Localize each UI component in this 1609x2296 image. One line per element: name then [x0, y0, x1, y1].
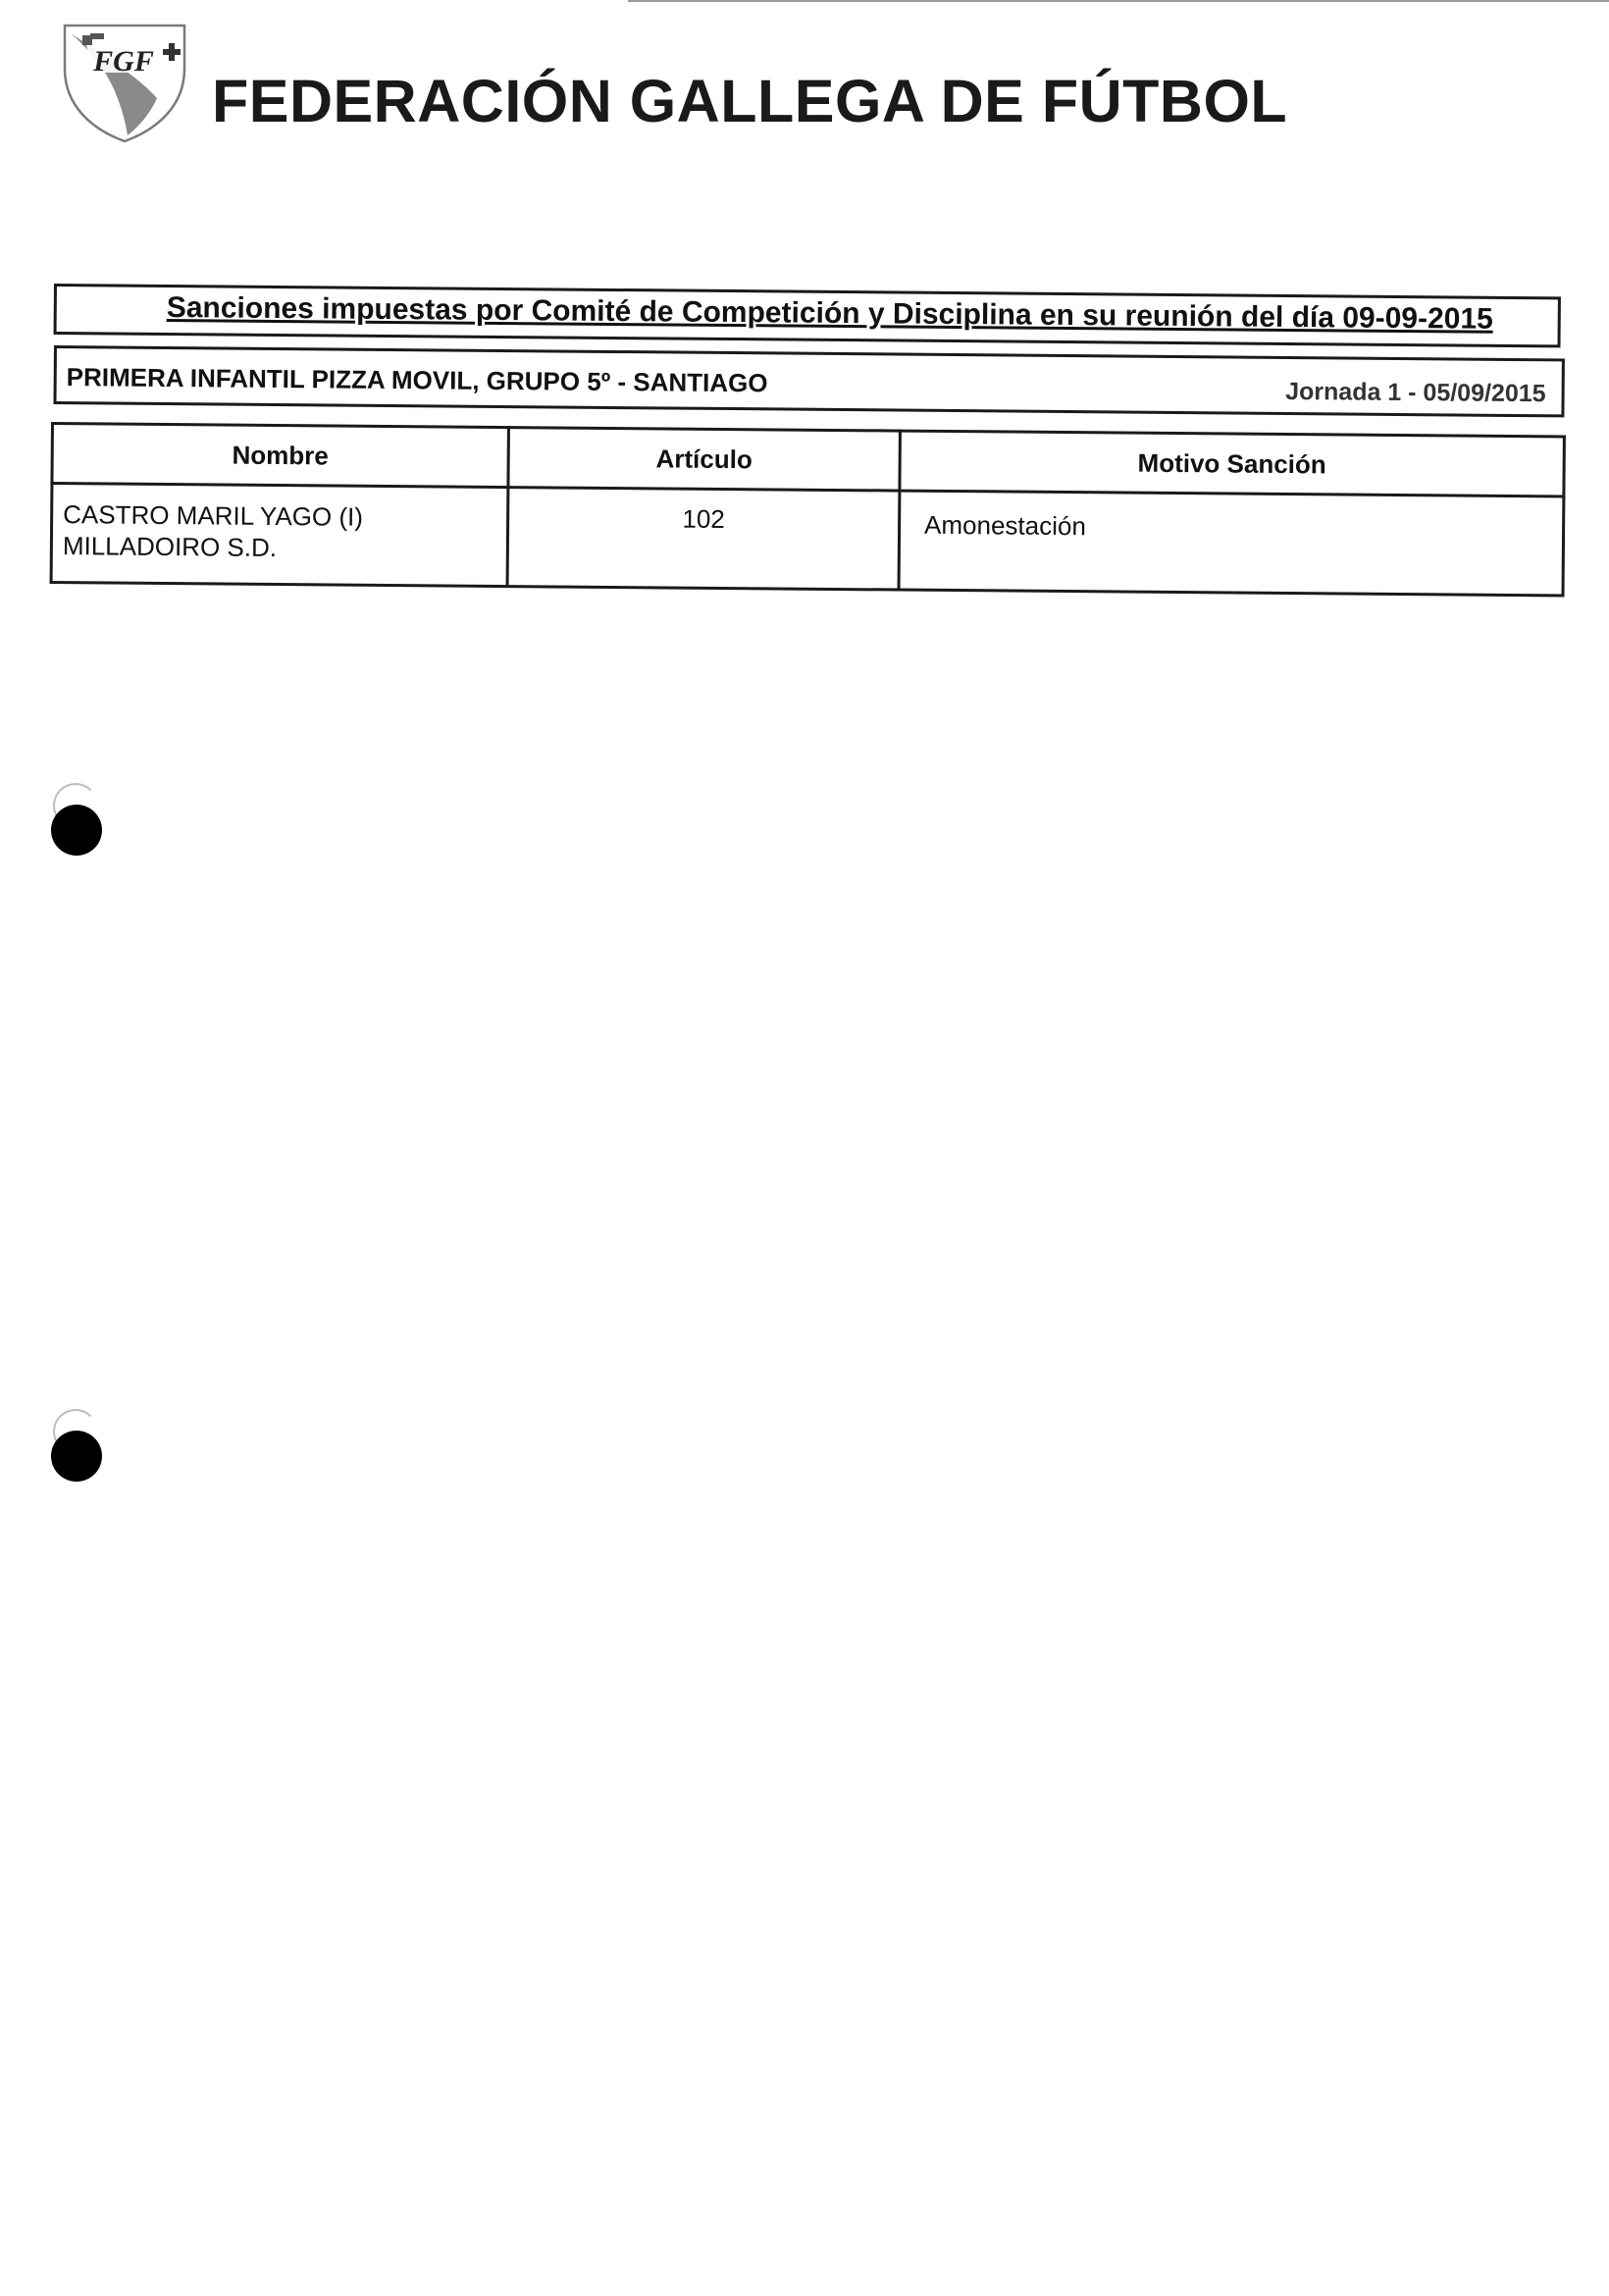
header-articulo: Artículo	[508, 428, 901, 491]
top-edge-rule	[628, 0, 1609, 2]
fgf-logo-icon	[61, 20, 188, 142]
svg-text:FGF: FGF	[93, 45, 154, 78]
meeting-header-box	[54, 284, 1561, 347]
cell-nombre	[51, 484, 508, 587]
club-name: MILLADOIRO S.D.	[62, 531, 278, 563]
sanctions-table	[50, 422, 1566, 597]
punch-hole-lower-icon	[51, 1431, 102, 1482]
cell-motivo: Amonestación	[899, 491, 1564, 596]
meeting-title: Sanciones impuestas por Comité de Competición y Disciplina en su reunión del día 09-09-2015	[166, 291, 1493, 336]
player-name: CASTRO MARIL YAGO (I)	[63, 499, 364, 532]
cell-articulo: 102	[507, 488, 900, 590]
table-row	[51, 484, 1564, 596]
organization-title: FEDERACIÓN GALLEGA DE FÚTBOL	[212, 68, 1288, 134]
header-nombre: Nombre	[52, 424, 509, 488]
competition-name: PRIMERA INFANTIL PIZZA MOVIL, GRUPO 5º - SANTIAGO	[66, 362, 768, 398]
competition-header-box	[53, 345, 1564, 417]
header-motivo: Motivo Sanción	[900, 431, 1565, 496]
punch-hole-upper-icon	[51, 805, 102, 856]
jornada-date: Jornada 1 - 05/09/2015	[1285, 377, 1546, 408]
